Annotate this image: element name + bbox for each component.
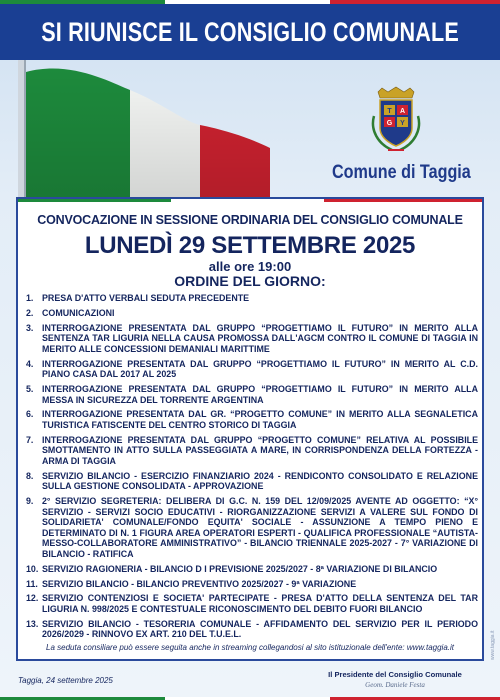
agenda-item [26, 435, 478, 467]
agenda-item [26, 323, 478, 355]
agenda-item [26, 579, 478, 590]
agenda-item [26, 496, 478, 560]
meeting-time: alle ore 19:00 [208, 259, 292, 274]
agenda-item-number: 3. [26, 322, 34, 333]
agenda-list [26, 293, 478, 644]
convocation-heading: CONVOCAZIONE IN SESSIONE ORDINARIA DEL CONSIGLIO COMUNALE [37, 213, 463, 227]
tricolor-stripe [18, 199, 482, 202]
streaming-note: La seduta consiliare può essere seguita anche in streaming collegandosi al sito istituzionale dell'ente: www.taggia.it [46, 643, 454, 652]
svg-text:T: T [387, 108, 392, 115]
notice-box [16, 197, 484, 661]
agenda-item-text: INTERROGAZIONE PRESENTATA DAL GR. “PROGETTO COMUNE” IN MERITO ALLA SEGNALETICA TURISTICA FATISCENTE DEL CENTRO STORICO DI TAGGIA [42, 409, 478, 430]
agenda-item-number: 10. [26, 563, 39, 574]
side-note: www.taggia.it [490, 630, 496, 660]
agenda-item [26, 593, 478, 614]
agenda-item-number: 11. [26, 578, 38, 589]
agenda-item-number: 5. [26, 383, 34, 394]
agenda-item-number: 4. [26, 358, 34, 369]
agenda-item-text: SERVIZIO BILANCIO - ESERCIZIO FINANZIARIO 2024 - RENDICONTO CONSOLIDATO E RELAZIONE SULLA GESTIONE CONSOLIDATA - APPROVAZIONE [42, 470, 478, 492]
agenda-item [26, 471, 478, 492]
agenda-item-text: 2° SERVIZIO SEGRETERIA: DELIBERA DI G.C. N. 159 DEL 12/09/2025 AVENTE AD OGGETTO: “X° SERVIZIO - SERVIZI SOCIO EDUCATIVI - RIORGANIZZAZIONE SERVIZI A VALERE SUL FONDO DI SOLIDARIETA' COMUNALE/FONDO EQUITA' SOCIALE - ASSUNZIONE A TEMPO PIENO E DETERMINATO DI N. 1 FIGURA AREA OPERATORI ESPERTI - QUALIFICA PROFESSIONALE “AUTISTA-MESSO-COLLABORATORE AMMINISTRATIVO” - BILANCIO TRIENNALE 2025-2027 - 7° VARIAZIONE DI BILANCIO - RATIFICA [42, 496, 478, 559]
president-title: Il Presidente del Consiglio Comunale [328, 670, 462, 679]
meeting-date: LUNEDÌ 29 SETTEMBRE 2025 [84, 232, 416, 259]
footer [0, 661, 500, 700]
agenda-item [26, 619, 478, 640]
agenda-item-number: 12. [26, 593, 39, 604]
agenda-item-text: INTERROGAZIONE PRESENTATA DAL GRUPPO “PROGETTIAMO IL FUTURO” IN MERITO AL C.D. PIANO CASA DAL 2017 AL 2025 [42, 358, 478, 380]
president-name: Geom. Daniele Festa [365, 681, 425, 689]
agenda-item-number: 2. [26, 307, 34, 318]
agenda-item [26, 293, 478, 304]
page-title: SI RIUNISCE IL CONSIGLIO COMUNALE [41, 16, 459, 47]
agenda-item [26, 409, 478, 430]
municipality-name: Comune di Taggia [332, 162, 471, 183]
svg-text:G: G [386, 120, 393, 127]
municipality-crest-icon [368, 86, 424, 156]
agenda-title: ORDINE DEL GIORNO: [174, 273, 326, 289]
agenda-item-number: 13. [26, 618, 39, 629]
agenda-item [26, 384, 478, 405]
agenda-item-text: SERVIZIO RAGIONERIA - BILANCIO D I PREVISIONE 2025/2027 - 8ª VARIAZIONE DI BILANCIO [42, 563, 438, 574]
agenda-item-text: INTERROGAZIONE PRESENTATA DAL GRUPPO “PROGETTIAMO IL FUTURO” IN MERITO ALLA MESSA IN SICUREZZA DEL TORRENTE ARGENTINA [42, 383, 478, 405]
agenda-item-text: COMUNICAZIONI [42, 307, 115, 318]
agenda-item-text: SERVIZIO BILANCIO - BILANCIO PREVENTIVO 2025/2027 - 9ª VARIAZIONE [42, 578, 357, 589]
svg-text:Y: Y [400, 120, 405, 127]
agenda-item-number: 6. [26, 409, 34, 420]
svg-text:A: A [399, 108, 406, 115]
agenda-item [26, 308, 478, 319]
agenda-item [26, 564, 478, 575]
agenda-item-text: PRESA D'ATTO VERBALI SEDUTA PRECEDENTE [42, 293, 250, 303]
agenda-item [26, 359, 478, 380]
agenda-item-text: SERVIZIO BILANCIO - TESORERIA COMUNALE - AFFIDAMENTO DEL SERVIZIO PER IL PERIODO 2026/2029 - RINNOVO EX ART. 210 DEL T.U.E.L. [42, 618, 478, 640]
agenda-item-number: 8. [26, 470, 34, 481]
agenda-item-text: INTERROGAZIONE PRESENTATA DAL GRUPPO “PROGETTO COMUNE” RELATIVA AL POSSIBILE SMOTTAMENTO IN ATTO SULLA PASSEGGIATA A MARE, IN CORRISPONDENZA DELLA FORTEZZA - ARMA DI TAGGIA [42, 434, 478, 466]
agenda-item-number: 1. [26, 293, 34, 303]
agenda-item-text: INTERROGAZIONE PRESENTATA DAL GRUPPO “PROGETTIAMO IL FUTURO” IN MERITO ALLA SENTENZA TAR LIGURIA NELLA CAUSA PROMOSSA DALL'AGCM CONTRO IL COMUNE DI TAGGIA IN MERITO ALLE CONCESSIONI DEMANIALI MARITTIME [42, 322, 478, 354]
place-date: Taggia, 24 settembre 2025 [18, 676, 113, 685]
agenda-item-number: 9. [26, 496, 34, 506]
agenda-item-text: SERVIZIO CONTENZIOSI E SOCIETA' PARTECIPATE - PRESA D'ATTO DELLA SENTENZA DEL TAR LIGURIA N. 998/2025 E CONTESTUALE RICONOSCIMENTO DEL DEBITO FUORI BILANCIO [42, 593, 478, 614]
agenda-item-number: 7. [26, 434, 34, 445]
